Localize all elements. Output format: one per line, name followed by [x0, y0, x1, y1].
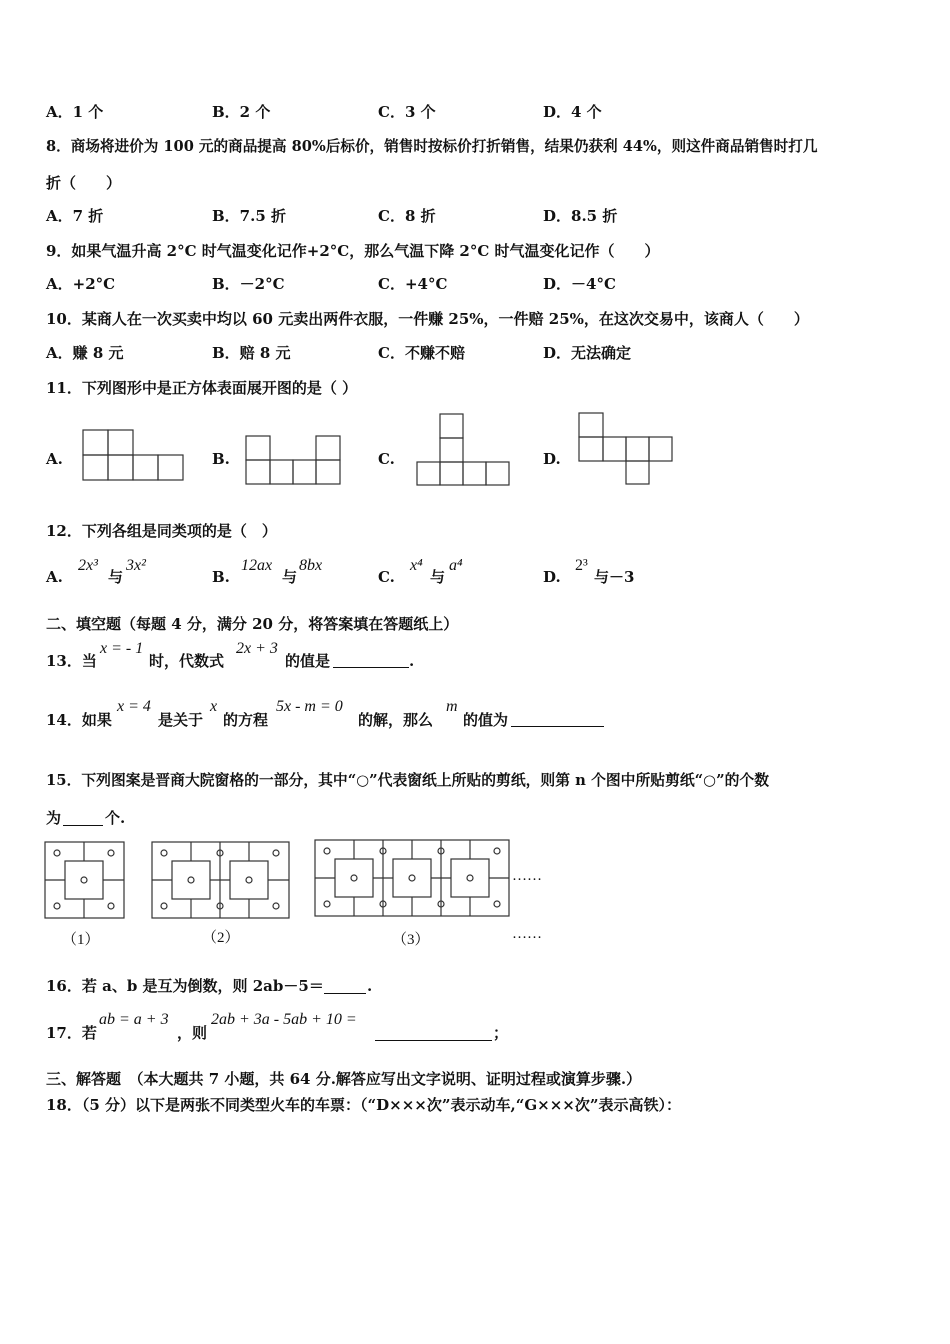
- q10-option-b: B．赔 8 元: [212, 344, 291, 362]
- q14-text-2: 是关于: [158, 711, 204, 729]
- section-3-heading: 三、解答题 （本大题共 7 小题，共 64 分.解答应写出文字说明、证明过程或演算步骤.）: [46, 1070, 642, 1088]
- q8-stem-line2: 折（ ）: [46, 174, 122, 192]
- q9-option-c: C．+4°C: [378, 275, 448, 293]
- q17-end: ；: [493, 1024, 509, 1042]
- q8-option-d: D．8.5 折: [543, 207, 618, 225]
- q13-text-3: 的值是: [285, 652, 331, 670]
- q14-text-3: 的方程: [223, 711, 269, 729]
- q15-pattern-2: [150, 840, 292, 920]
- q14-math-2: x: [210, 698, 218, 715]
- q12-b-join: 与: [282, 568, 298, 586]
- q10-option-c: C．不赚不赔: [378, 344, 465, 362]
- q9-stem: 9．如果气温升高 2°C 时气温变化记作+2°C，那么气温下降 2°C 时气温变化记作（ ）: [46, 242, 660, 260]
- q9-option-b: B．－2°C: [212, 275, 285, 293]
- q12-b-term2: 8bx: [299, 557, 323, 574]
- q10-option-d: D．无法确定: [543, 344, 632, 362]
- q17-text-2: ，则: [177, 1024, 208, 1042]
- q7-option-d: D．4 个: [543, 103, 602, 121]
- q13-math-1: x = - 1: [100, 640, 144, 657]
- q15-stem-line2-a: 为: [46, 809, 62, 827]
- q12-label-c: C.: [378, 568, 395, 586]
- q15-answer-blank[interactable]: [63, 810, 103, 826]
- q11-label-a: A.: [46, 450, 63, 468]
- q12-d-join: 与－3: [594, 568, 635, 586]
- q14-text-4: 的解，那么: [358, 711, 434, 729]
- q16-text: 16．若 a、b 是互为倒数，则 2ab－5＝: [46, 977, 324, 995]
- q11-label-c: C.: [378, 450, 395, 468]
- q14-math-4: m: [446, 698, 458, 715]
- q15-stem-line2-b: 个.: [105, 809, 126, 827]
- q12-label-a: A.: [46, 568, 63, 586]
- q8-option-b: B．7.5 折: [212, 207, 286, 225]
- q17-text-1: 17．若: [46, 1024, 97, 1042]
- q15-ellipsis-caption: ……: [512, 926, 542, 942]
- q12-c-term2: a⁴: [449, 557, 463, 574]
- section-2-heading: 二、填空题（每题 4 分，满分 20 分，将答案填在答题纸上）: [46, 615, 459, 633]
- q12-c-join: 与: [430, 568, 446, 586]
- q12-label-d: D.: [543, 568, 561, 586]
- q10-option-a: A．赚 8 元: [46, 344, 124, 362]
- q12-label-b: B.: [212, 568, 230, 586]
- q14-answer-blank[interactable]: [511, 711, 604, 727]
- q15-caption-1: （1）: [62, 932, 100, 948]
- q17-math-2: 2ab + 3a - 5ab + 10 =: [211, 1011, 357, 1028]
- q15-ellipsis-figure: ……: [512, 868, 542, 884]
- q14-math-1: x = 4: [117, 698, 151, 715]
- q17-math-1: ab = a + 3: [99, 1011, 169, 1028]
- q17-answer-blank[interactable]: [375, 1025, 492, 1041]
- q13-text-2: 时，代数式: [149, 652, 225, 670]
- q7-option-a: A．1 个: [46, 103, 104, 121]
- q15-caption-2: （2）: [202, 930, 240, 946]
- q11-net-c: [414, 412, 512, 488]
- q7-option-c: C．3 个: [378, 103, 436, 121]
- q7-option-b: B．2 个: [212, 103, 271, 121]
- q13-end: .: [409, 652, 415, 670]
- q14-math-3: 5x - m = 0: [276, 698, 343, 715]
- q11-net-b: [244, 434, 344, 486]
- q13-text-1: 13．当: [46, 652, 97, 670]
- q15-pattern-3: [313, 838, 511, 918]
- q15-stem-line1: 15．下列图案是晋商大院窗格的一部分，其中“○”代表窗纸上所贴的剪纸，则第 n 个图中所贴剪纸“○”的个数: [46, 772, 769, 789]
- q14-text-1: 14．如果: [46, 711, 112, 729]
- q16-end: .: [367, 977, 373, 995]
- q12-a-term1: 2x³: [78, 557, 98, 574]
- q12-a-term2: 3x²: [126, 557, 146, 574]
- q10-stem: 10．某商人在一次买卖中均以 60 元卖出两件衣服，一件赚 25%，一件赔 25%，在这次交易中，该商人（ ）: [46, 310, 809, 328]
- q14-text-5: 的值为: [463, 711, 509, 729]
- q11-net-a: [80, 428, 190, 484]
- q12-a-join: 与: [108, 568, 124, 586]
- q11-label-d: D.: [543, 450, 561, 468]
- q12-d-term1: 2³: [575, 557, 588, 574]
- q13-answer-blank[interactable]: [333, 652, 409, 668]
- q8-stem-line1: 8．商场将进价为 100 元的商品提高 80%后标价，销售时按标价打折销售，结果仍获利 44%，则这件商品销售时打几: [46, 138, 818, 155]
- q11-net-d: [576, 411, 676, 487]
- q11-stem: 11．下列图形中是正方体表面展开图的是（ ）: [46, 379, 358, 397]
- q15-caption-3: （3）: [392, 932, 430, 948]
- q12-stem: 12．下列各组是同类项的是（ ）: [46, 522, 277, 540]
- q11-label-b: B.: [212, 450, 230, 468]
- q8-option-a: A．7 折: [46, 207, 104, 225]
- q9-option-a: A．+2°C: [46, 275, 116, 293]
- q12-b-term1: 12ax: [241, 557, 273, 574]
- q16-answer-blank[interactable]: [324, 978, 366, 994]
- q13-math-2: 2x + 3: [236, 640, 278, 657]
- q9-option-d: D．－4°C: [543, 275, 616, 293]
- q15-pattern-1: [43, 840, 127, 920]
- q18-stem: 18．（5 分）以下是两张不同类型火车的车票：（“D×××次”表示动车,“G×××次”表示高铁）：: [46, 1096, 681, 1114]
- q8-option-c: C．8 折: [378, 207, 436, 225]
- q12-c-term1: x⁴: [410, 557, 423, 574]
